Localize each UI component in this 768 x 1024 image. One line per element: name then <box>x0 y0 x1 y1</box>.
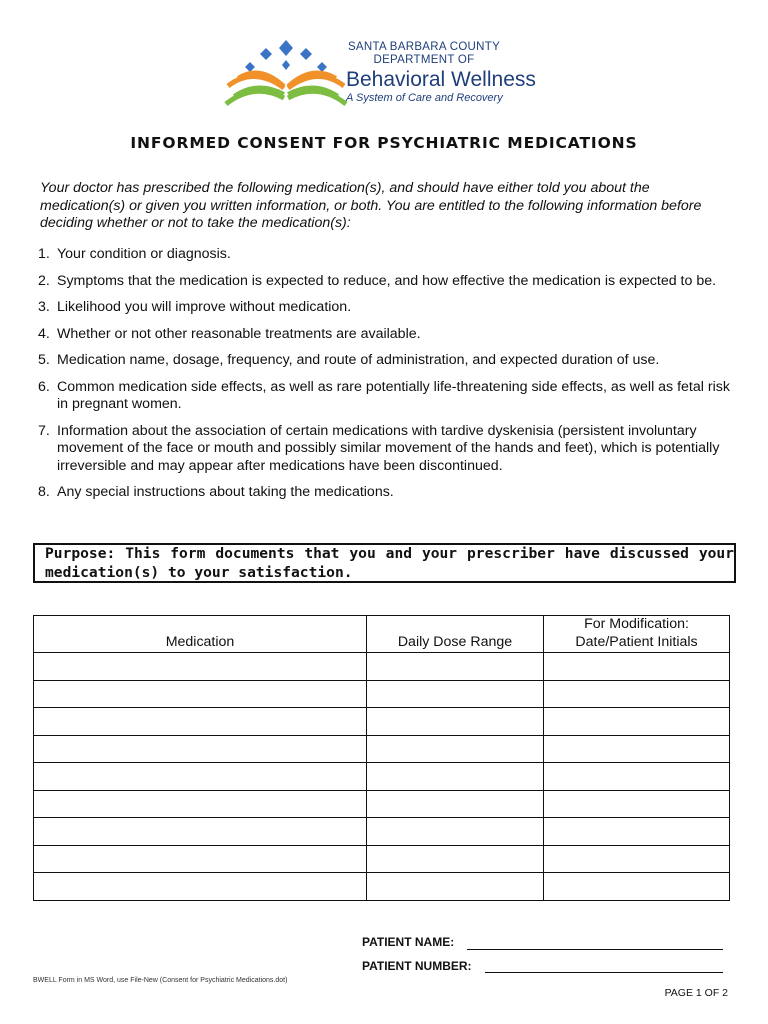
list-item-text: Likelihood you will improve without medication. <box>57 299 352 315</box>
list-item-text: Information about the association of certain medications with tardive dyskenisia (persistent involuntary movement of the face or mouth and possibly similar movement of the hands and feet), which is potentially irreversible and may appear after medications have been discontinued. <box>57 422 720 474</box>
dose-cell[interactable] <box>367 708 544 736</box>
department-name: Behavioral Wellness <box>346 68 536 91</box>
list-item-text: Any special instructions about taking the medications. <box>57 484 394 500</box>
medication-cell[interactable] <box>34 708 367 736</box>
list-item <box>38 423 738 476</box>
medication-cell[interactable] <box>34 680 367 708</box>
list-item <box>38 326 738 344</box>
list-item-text: Symptoms that the medication is expected to reduce, and how effective the medication is expected to be. <box>57 272 717 289</box>
table-row <box>34 763 730 791</box>
modification-cell[interactable] <box>544 873 730 901</box>
tagline: A System of Care and Recovery <box>346 92 503 104</box>
list-item-number: 8. <box>38 484 50 500</box>
behavioral-wellness-logo-icon <box>224 38 348 110</box>
medication-cell[interactable] <box>34 818 367 846</box>
list-item-text: Common medication side effects, as well as rare potentially life-threatening side effects, as well as fetal risk in pregnant women. <box>57 378 730 412</box>
dose-cell[interactable] <box>367 873 544 901</box>
list-item-number: 6. <box>38 378 50 395</box>
patient-name-field[interactable] <box>467 935 723 950</box>
list-item <box>38 273 738 291</box>
medication-cell[interactable] <box>34 790 367 818</box>
medication-table <box>33 615 730 901</box>
medication-cell[interactable] <box>34 873 367 901</box>
dose-cell[interactable] <box>367 680 544 708</box>
modification-cell[interactable] <box>544 708 730 736</box>
modification-header-line2: Date/Patient Initials <box>575 633 698 650</box>
information-list <box>38 246 738 511</box>
table-row <box>34 873 730 901</box>
organization-header <box>346 41 536 105</box>
department-label: DEPARTMENT OF <box>373 54 475 66</box>
modification-cell[interactable] <box>544 680 730 708</box>
patient-number-field[interactable] <box>485 959 723 973</box>
table-row <box>34 653 730 681</box>
column-header-daily-dose: Daily Dose Range <box>367 616 544 653</box>
medication-cell[interactable] <box>34 845 367 873</box>
list-item <box>38 352 738 370</box>
dose-cell[interactable] <box>367 818 544 846</box>
table-row <box>34 680 730 708</box>
list-item-text: Your condition or diagnosis. <box>57 246 231 262</box>
table-row <box>34 790 730 818</box>
list-item-number: 2. <box>38 272 50 289</box>
dose-cell[interactable] <box>367 790 544 818</box>
list-item-number: 1. <box>38 246 50 262</box>
page-number: PAGE 1 OF 2 <box>664 987 728 999</box>
modification-cell[interactable] <box>544 653 730 681</box>
modification-cell[interactable] <box>544 818 730 846</box>
footer-form-note: BWELL Form in MS Word, use File-New (Consent for Psychiatric Medications.dot) <box>33 977 288 984</box>
patient-name-label: PATIENT NAME: <box>362 935 455 949</box>
modification-cell[interactable] <box>544 790 730 818</box>
modification-cell[interactable] <box>544 735 730 763</box>
list-item <box>38 246 738 264</box>
list-item-text: Whether or not other reasonable treatments are available. <box>57 325 421 342</box>
modification-header-line1: For Modification: <box>584 616 689 632</box>
county-name: SANTA BARBARA COUNTY <box>347 41 501 53</box>
medication-cell[interactable] <box>34 763 367 791</box>
form-title: INFORMED CONSENT FOR PSYCHIATRIC MEDICATIONS <box>130 134 638 152</box>
list-item-number: 4. <box>38 325 50 342</box>
list-item <box>38 484 738 502</box>
dose-cell[interactable] <box>367 763 544 791</box>
column-header-medication: Medication <box>34 616 367 653</box>
medication-cell[interactable] <box>34 653 367 681</box>
list-item-number: 3. <box>38 299 50 315</box>
purpose-box: Purpose: This form documents that you and your prescriber have discussed your medication(s) to your satisfaction. <box>33 543 736 583</box>
dose-cell[interactable] <box>367 735 544 763</box>
intro-paragraph: Your doctor has prescribed the following medication(s), and should have either told you about the medication(s) or given you written information, or both. You are entitled to the following information before deciding whether or not to take the medication(s): <box>40 180 702 231</box>
list-item <box>38 299 738 317</box>
dose-cell[interactable] <box>367 653 544 681</box>
dose-cell[interactable] <box>367 845 544 873</box>
list-item-number: 7. <box>38 422 50 439</box>
table-row <box>34 818 730 846</box>
modification-cell[interactable] <box>544 763 730 791</box>
column-header-modification <box>544 616 730 653</box>
table-row <box>34 845 730 873</box>
list-item-number: 5. <box>38 352 50 368</box>
patient-number-label: PATIENT NUMBER: <box>362 959 472 973</box>
table-row <box>34 735 730 763</box>
list-item <box>38 379 738 414</box>
medication-cell[interactable] <box>34 735 367 763</box>
table-row <box>34 708 730 736</box>
list-item-text: Medication name, dosage, frequency, and route of administration, and expected duration of use. <box>57 352 660 368</box>
modification-cell[interactable] <box>544 845 730 873</box>
